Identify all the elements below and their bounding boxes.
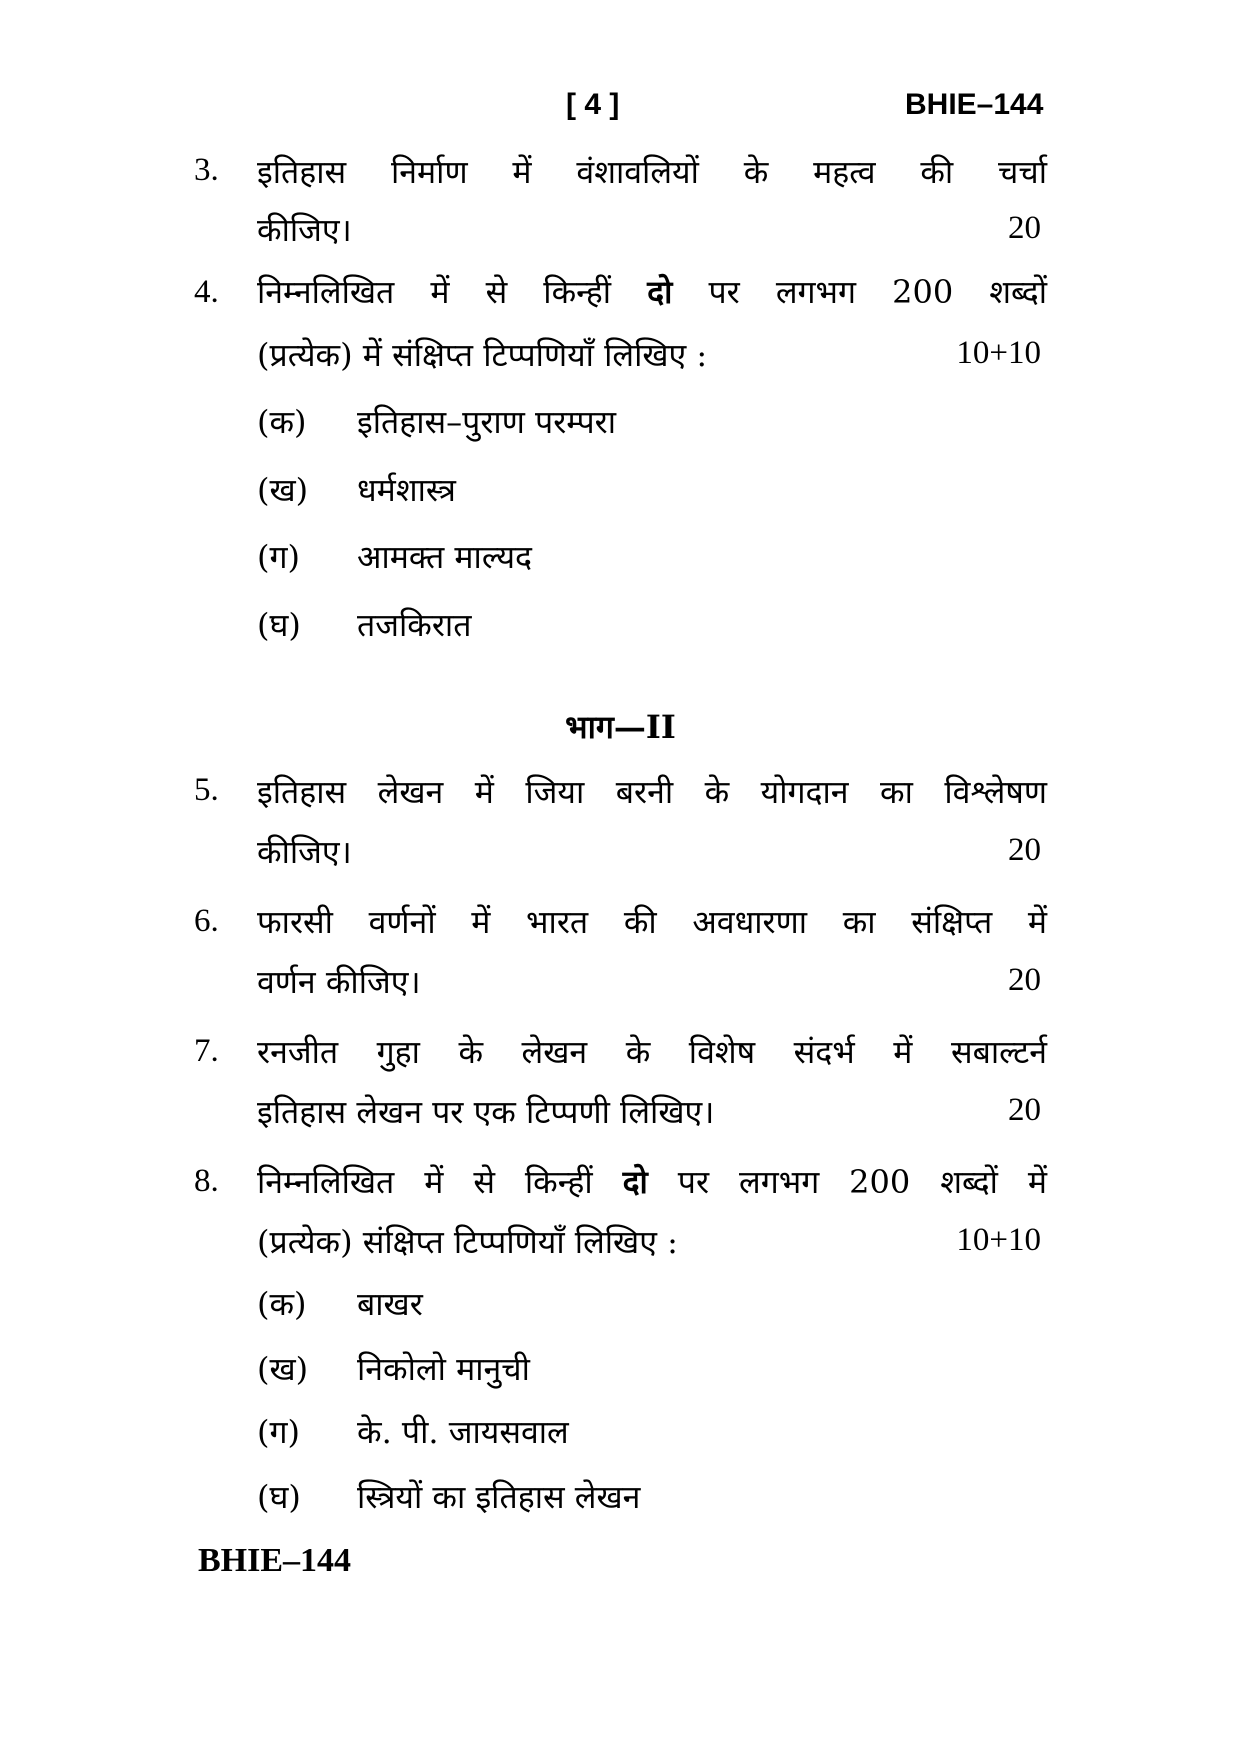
option-label: (घ) — [257, 606, 301, 644]
paper-code-header: BHIE–144 — [905, 88, 1044, 121]
option-label: (ग) — [257, 1413, 300, 1451]
question-text-line-2: इतिहास लेखन पर एक टिप्पणी लिखिए। — [257, 1093, 715, 1131]
question-number: 8. — [194, 1163, 219, 1199]
option-text: धर्मशास्त्र — [357, 471, 456, 509]
option-item — [257, 535, 532, 578]
emphasis-text: दो — [622, 1163, 648, 1201]
text-part: निम्नलिखित में से किन्हीं — [257, 273, 648, 311]
option-label: (क) — [257, 1285, 307, 1323]
option-item — [257, 1410, 569, 1453]
text-part: पर लगभग 200 शब्दों — [672, 273, 1047, 311]
option-text: बाखर — [357, 1285, 423, 1323]
question-text-line-2: (प्रत्येक) संक्षिप्त टिप्पणियाँ लिखिए : — [257, 1223, 678, 1261]
option-label: (ख) — [257, 1350, 309, 1388]
option-text: आमक्त माल्यद — [357, 538, 533, 576]
text-part: पर लगभग 200 शब्दों में — [647, 1163, 1047, 1201]
marks: 20 — [1008, 1092, 1041, 1128]
option-item — [257, 468, 456, 511]
option-item — [257, 603, 471, 646]
question-number: 4. — [194, 274, 219, 310]
question-text-line-1: इतिहास निर्माण में वंशावलियों के महत्व की चर्चा — [257, 153, 1047, 191]
question-number: 3. — [194, 152, 219, 188]
question-text-line-1 — [257, 1160, 1047, 1203]
option-text: के. पी. जायसवाल — [357, 1413, 569, 1451]
option-item — [257, 400, 616, 443]
question-text-line-2: कीजिए। — [257, 211, 352, 249]
option-text: तजकिरात — [357, 606, 472, 644]
text-part: निम्नलिखित में से किन्हीं — [257, 1163, 623, 1201]
option-item — [257, 1282, 423, 1325]
question-text-line-2: वर्णन कीजिए। — [257, 963, 421, 1001]
option-label: (ग) — [257, 538, 300, 576]
marks: 10+10 — [956, 1222, 1041, 1258]
option-text: स्त्रियों का इतिहास लेखन — [357, 1478, 641, 1516]
question-text-line-1: इतिहास लेखन में जिया बरनी के योगदान का विश्लेषण — [257, 773, 1047, 811]
question-text-line-1: रनजीत गुहा के लेखन के विशेष संदर्भ में सबाल्टर्न — [257, 1033, 1047, 1071]
marks: 20 — [1008, 962, 1041, 998]
question-text-line-2: कीजिए। — [257, 833, 352, 871]
page-number: [ 4 ] — [566, 88, 620, 121]
option-label: (क) — [257, 403, 307, 441]
section-heading: भाग—II — [565, 708, 676, 746]
question-text-line-2: (प्रत्येक) में संक्षिप्त टिप्पणियाँ लिखिए : — [257, 336, 708, 374]
marks: 10+10 — [956, 335, 1041, 371]
option-text: निकोलो मानुची — [357, 1350, 530, 1388]
question-number: 5. — [194, 772, 219, 808]
option-text: इतिहास–पुराण परम्परा — [357, 403, 617, 441]
option-item — [257, 1475, 640, 1518]
option-label: (ख) — [257, 471, 309, 509]
question-number: 6. — [194, 903, 219, 939]
paper-code-footer: BHIE–144 — [198, 1542, 352, 1579]
option-label: (घ) — [257, 1478, 301, 1516]
question-text-line-1: फारसी वर्णनों में भारत की अवधारणा का संक्षिप्त में — [257, 903, 1047, 941]
marks: 20 — [1008, 210, 1041, 246]
marks: 20 — [1008, 832, 1041, 868]
emphasis-text: दो — [647, 273, 673, 311]
question-number: 7. — [194, 1033, 219, 1069]
option-item — [257, 1347, 530, 1390]
question-text-line-1 — [257, 270, 1047, 313]
